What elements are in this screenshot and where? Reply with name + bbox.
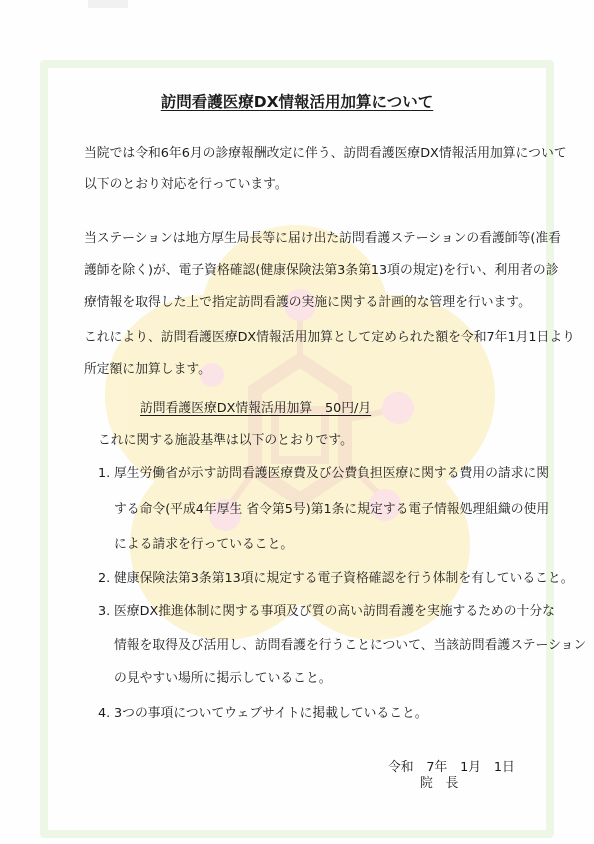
criterion-number-3: 3. <box>98 604 111 619</box>
fee-line: 訪問看護医療DX情報活用加算 50円/月 <box>140 401 372 416</box>
signatory: 院 長 <box>420 776 459 791</box>
page-title <box>0 92 594 112</box>
criterion-number-4: 4. <box>98 706 111 721</box>
criterion-number-1: 1. <box>98 466 111 481</box>
issue-date: 令和 7年 1月 1日 <box>388 760 515 775</box>
criteria-intro: これに関する施設基準は以下のとおりです。 <box>98 433 353 448</box>
criterion-3-line-2: 情報を取得及び活用し、訪問看護を行うことについて、当該訪問看護ステーション <box>114 638 587 653</box>
intro-line-1: 当院では令和6年6月の診療報酬改定に伴う、訪問看護医療DX情報活用加算について <box>84 146 567 161</box>
criterion-3-line-1: 医療DX推進体制に関する事項及び質の高い訪問看護を実施するための十分な <box>114 604 555 619</box>
criterion-3-line-3: の見やすい場所に掲示していること。 <box>114 671 332 686</box>
criterion-number-2: 2. <box>98 571 111 586</box>
criterion-2-line-1: 健康保険法第3条第13項に規定する電子資格確認を行う体制を有していること。 <box>114 571 574 586</box>
criterion-4-line-1: 3つの事項についてウェブサイトに掲載していること。 <box>114 706 428 721</box>
criterion-1-line-2: する命令(平成4年厚生 省令第5号)第1条に規定する電子情報処理組織の使用 <box>114 502 550 517</box>
body-line-2: 護師を除く)が、電子資格確認(健康保険法第3条第13項の規定)を行い、利用者の診 <box>84 263 559 278</box>
criterion-1-line-1: 厚生労働省が示す訪問看護医療費及び公費負担医療に関する費用の請求に関 <box>114 466 550 481</box>
body-line-1: 当ステーションは地方厚生局長等に届け出た訪問看護ステーションの看護師等(准看 <box>84 231 561 246</box>
body-line-5: 所定額に加算します。 <box>84 362 211 377</box>
body-line-4: これにより、訪問看護医療DX情報活用加算として定められた額を令和7年1月1日より <box>84 330 575 345</box>
criterion-1-line-3: による請求を行っていること。 <box>114 537 294 552</box>
intro-line-2: 以下のとおり対応を行っています。 <box>84 177 288 192</box>
body-line-3: 療情報を取得した上で指定訪問看護の実施に関する計画的な管理を行います。 <box>84 295 531 310</box>
page-title-text: 訪問看護医療DX情報活用加算について <box>160 93 434 111</box>
